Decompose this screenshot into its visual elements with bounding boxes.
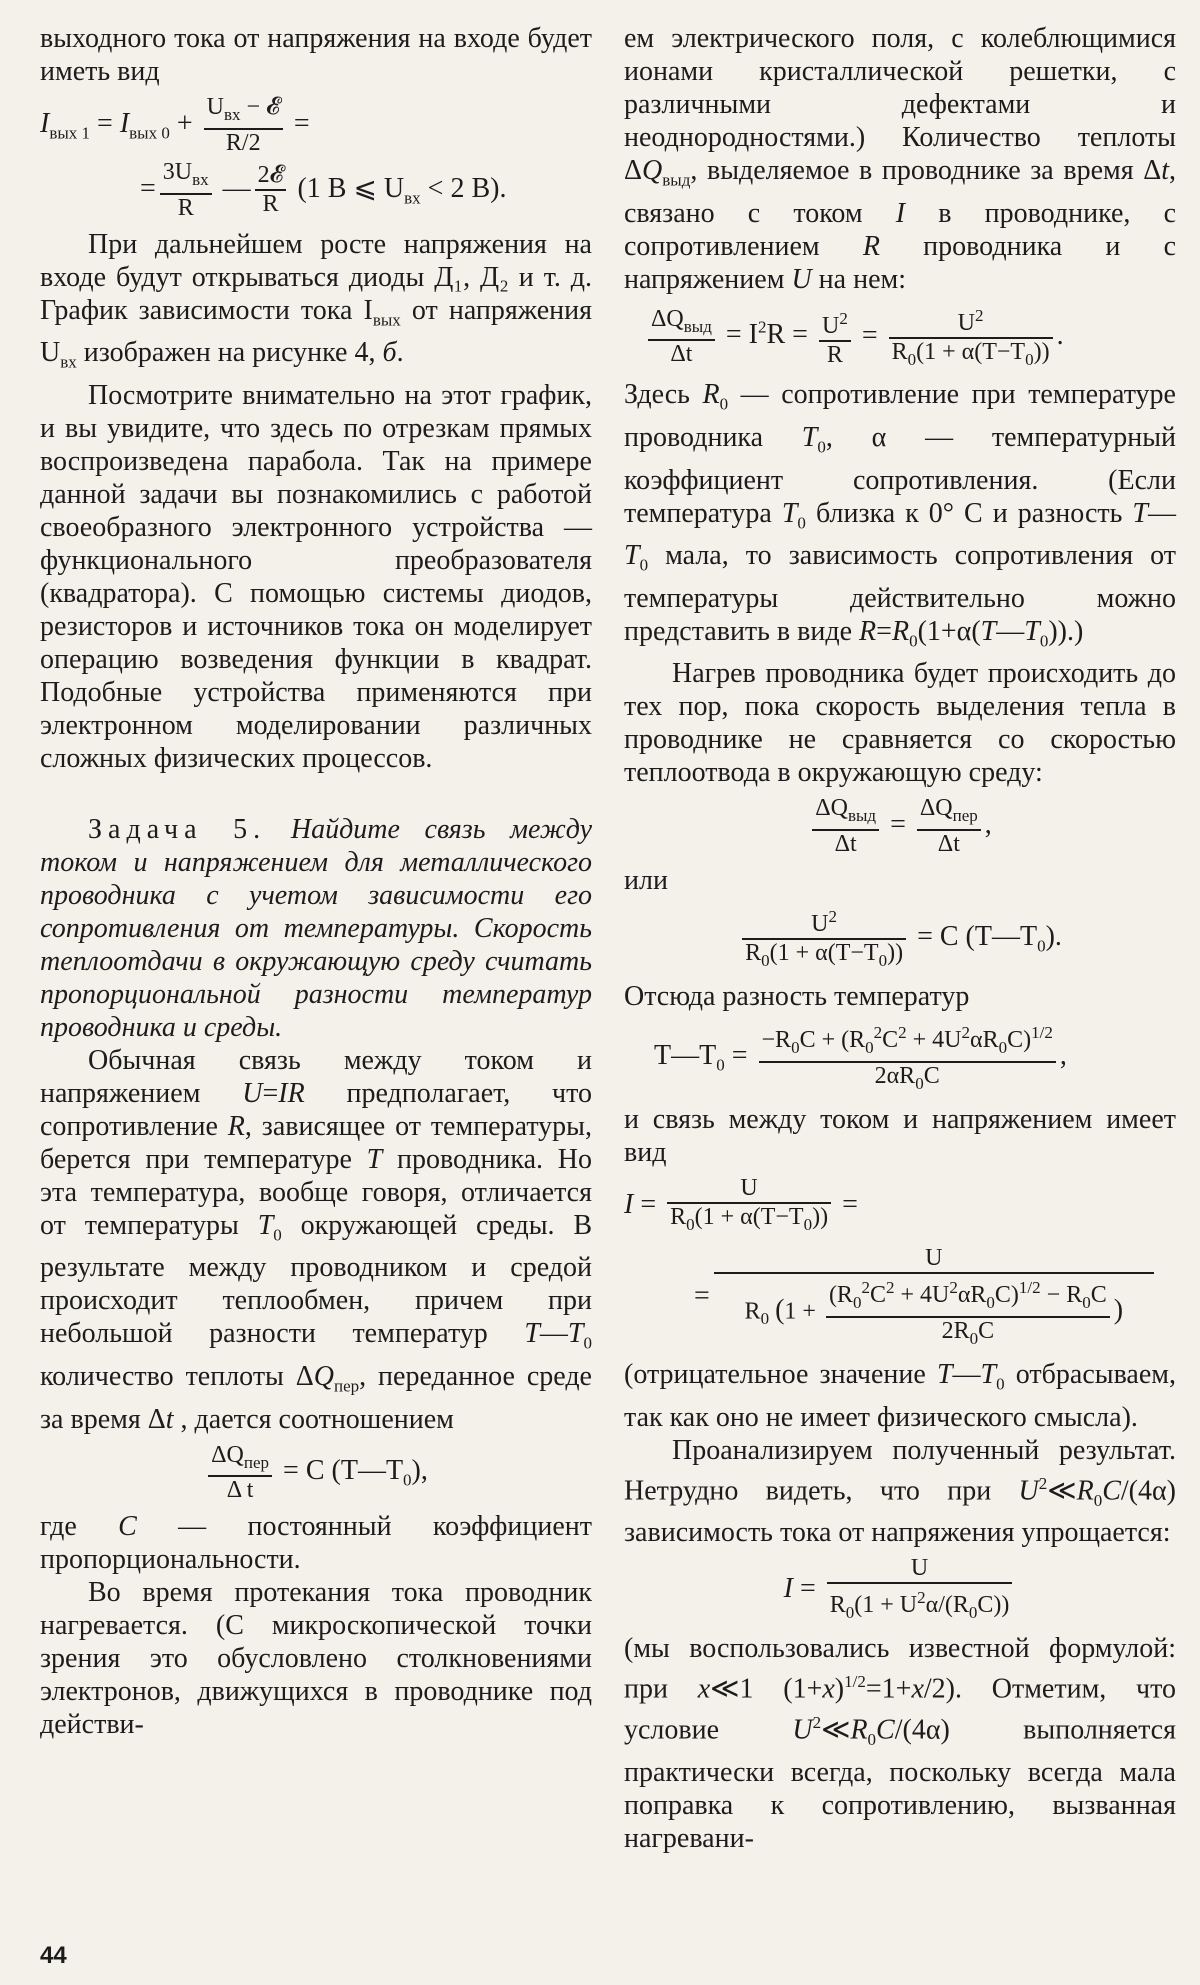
equation-balance-expanded: $\frac{U^2}{R_0(1 + \alpha(T-T_0))}$ = C $(T—T_0)$. [624,903,1176,974]
page-number: 44 [40,1942,67,1969]
paragraph: Обычная связь между током и напряжением U=IR предполагает, что сопротивление R, зависящее от температуры, берется при температуре T проводника. Но эта температура, вообще говоря, отличается от температуры $T_0$ окружающей среды. В результате между проводником и средой происходит теплообмен, причем при небольшой разности температур $T—T_0$ количество теплоты $\Delta Q_{пер}$, переданное среде за время Δt , дается соотношением [40,1044,593,1435]
paragraph: Здесь $R_0$ — сопротивление при температуре проводника $T_0$, α — температурный коэффициент сопротивления. (Если температура $T_0$ близка к 0° С и разность T— $T_0$ мала, то зависимость сопротивления от температуры действительно можно представить в виде $R=R_0(1+\alpha(T—T_0))$.) [624,379,1176,651]
task-text: Найдите связь между током и напряжением для металлического проводника с учетом зависимости его сопротивления от температуры. Скорость теплоотдачи в окружающую среду считать пропорциональной разности температур проводника и среды. [40,813,592,1043]
paragraph: (мы воспользовались известной формулой: при x≪1 $(1+x)^{1/2}=1+x/2$). Отметим, что условие $U^2≪R_0C/(4\alpha)$ выполняется практически всегда, поскольку всегда мала поправка к сопротивлению, вызванная нагревани- [624,1633,1176,1854]
equation-simplified: I = $\frac{U}{R_0(1 + U^2\alpha/(R_0C))}$ [624,1555,1176,1626]
paragraph: выходного тока от напряжения на входе будет иметь вид [40,23,592,87]
right-column [624,22,1176,1855]
equation-current-voltage: I = $\frac{U}{R_0(1 + \alpha(T-T_0))}$ = = U $R_0$ (1 + $\frac{(R_0^2C^2 + 4U^2\alpha R_0C)^{1/2} - R_0C}{2R_0C}$ ) [624,1175,1176,1352]
paragraph: Отсюда разность температур [624,980,970,1012]
paragraph: Во время протекания тока проводник нагревается. (С микроскопической точки зрения это обусловлено столкновениями электронов, движущихся в проводнике под действи- [40,1577,592,1741]
equation-heat-released: $\frac{\Delta Q_{выд}}{\Delta t}$ = $I^2R$ = $\frac{U^2}{R}$ = $\frac{U^2}{R_0(1 + \alpha(T-T_0))}$ . [624,302,1176,373]
task-paragraph [40,813,592,1044]
equation-output-current: $I_{вых 1} = I_{вых 0}$ + $\frac{U_{вх} - 𝓔}{R/2}$ = = $\frac{3U_{вх}}{R}$ — $\frac{\text{2𝓔}}{R}$ (1 В ⩽ $U_{вх} < 2$ В). [40,94,507,221]
equation-temperature-difference: $T—T_0$ = $\frac{-R_0C + (R_0^2C^2 + 4U^2\alpha R_0C)^{1/2}}{2\alpha R_0C}$ , [624,1019,1176,1097]
paragraph: Проанализируем полученный результат. Нетрудно видеть, что при $U^2≪R_0C/(4\alpha)$ зависимость тока от напряжения упрощается: [624,1434,1176,1549]
paragraph: При дальнейшем росте напряжения на входе будут открываться диоды Д₁, Д₂ и т. д. График зависимости тока $I_{вых}$ от напряжения $U_{вх}$ изображен на рисунке 4, б. [40,228,592,372]
equation-heat-transfer: $\frac{\Delta Q_{пер}}{\text{Δ t}}$ = C $(T—T_0)$, [40,1442,592,1505]
paragraph: (отрицательное значение $T—T_0$ отбрасываем, так как оно не имеет физического смысла). [624,1358,1176,1433]
paragraph: Нагрев проводника будет происходить до тех пор, пока скорость выделения тепла в проводнике не сравняется со скоростью теплоотвода в окружающую среду: [624,658,1176,789]
equation-balance: $\frac{\Delta Q_{выд}}{\Delta t}$ = $\frac{\Delta Q_{пер}}{\Delta t}$ , [624,795,1176,858]
left-column [40,22,592,1741]
paragraph: ем электрического поля, с колеблющимися ионами кристаллической решетки, с различными дефектами и неоднородностями.) Количество теплоты $\Delta Q_{выд}$, выделяемое в проводнике за время Δt, связано с током I в проводнике, с сопротивлением R проводника и с напряжением U на нем: [624,23,1176,295]
task-title: Задача 5. [88,813,267,845]
paragraph: или [624,865,668,897]
paragraph: и связь между током и напряжением имеет вид [624,1103,1176,1168]
paragraph: где C — постоянный коэффициент пропорциональности. [40,1511,593,1576]
paragraph: Посмотрите внимательно на этот график, и вы увидите, что здесь по отрезкам прямых воспроизведена парабола. Так на примере данной задачи вы познакомились с работой своеобразного электронного устройства — функционального преобразователя (квадратора). С помощью системы диодов, резисторов и источников тока он моделирует операцию возведения функции в квадрат. Подобные устройства применяются при электронном моделировании различных сложных физических процессов. [40,379,592,774]
